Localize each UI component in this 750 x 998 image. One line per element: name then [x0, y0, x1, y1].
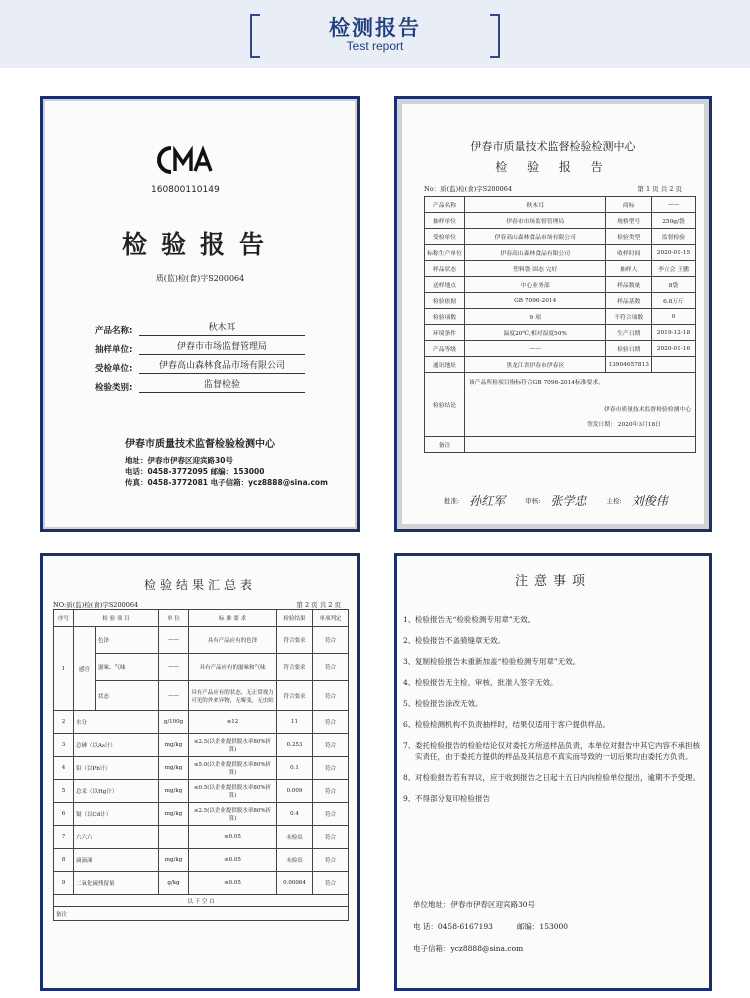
row-judgement: 符合 — [313, 734, 349, 757]
row-number: 3 — [54, 734, 74, 757]
summary-title: 检验结果汇总表 — [143, 578, 256, 592]
row-standard: ≤0.5(以企业提供脱水率80%折算) — [189, 780, 277, 803]
table-row — [425, 325, 696, 341]
cma-code: 160800110149 — [151, 185, 220, 195]
cover-field-value: 伊春高山森林食品市场有限公司 — [139, 358, 305, 374]
remark-row — [425, 437, 696, 453]
list-item-number: 7、 — [403, 741, 416, 750]
row-label: 抽样单位 — [425, 213, 465, 229]
row-label: 环境条件 — [425, 325, 465, 341]
row-unit: mg/kg — [159, 734, 189, 757]
row-unit: —— — [159, 654, 189, 681]
row-value-2: 2019-12-18 — [652, 325, 696, 341]
row-standard: 具有产品应有的滋味和气味 — [189, 654, 277, 681]
row-value-2: 监督检验 — [652, 229, 696, 245]
row-value-2: 0 — [652, 309, 696, 325]
row-label: 标称生产单位 — [425, 245, 465, 261]
cover-page-photo — [40, 96, 360, 532]
row-value-2: —— — [652, 197, 696, 213]
row-label: 样品状态 — [425, 261, 465, 277]
row-judgement: 符合 — [313, 803, 349, 826]
table-row — [425, 309, 696, 325]
row-value: 伊春高山森林食品有限公司 — [465, 245, 606, 261]
list-item-text: 检验检测机构不负责抽样时，结果仅适用于客户提供样品。 — [415, 720, 610, 729]
table-row — [54, 803, 349, 826]
row-result: 未检出 — [277, 826, 313, 849]
report-page-photo — [394, 96, 712, 532]
cover-field-label: 检验类别: — [95, 383, 133, 393]
row-item: 二氧化硫残留量 — [74, 872, 159, 895]
row-item: 总汞（以Hg计） — [74, 780, 159, 803]
row-label-2: 样品基数 — [606, 293, 652, 309]
table-row — [54, 681, 349, 711]
report-number: No：质(监)检(食)字S200064 — [424, 185, 513, 193]
row-judgement: 符合 — [313, 757, 349, 780]
row-label-2: 不符合项数 — [606, 309, 652, 325]
review-label: 审核: — [525, 497, 541, 505]
table-row — [54, 849, 349, 872]
row-item: 铅（以Pb计） — [74, 757, 159, 780]
summary-number: NO:质(监)检(食)字S200064 — [53, 601, 139, 609]
row-label-2: 抽样人 — [606, 261, 652, 277]
table-row — [425, 261, 696, 277]
row-result: 0.253 — [277, 734, 313, 757]
list-item-number: 6、 — [403, 720, 416, 729]
list-item — [403, 772, 703, 783]
row-unit — [159, 826, 189, 849]
row-unit: —— — [159, 627, 189, 654]
list-item — [403, 614, 703, 625]
notes-postcode: 邮编：153000 — [516, 922, 569, 931]
row-item: 色泽 — [96, 627, 159, 654]
table-row — [54, 780, 349, 803]
table-row — [425, 277, 696, 293]
table-row — [54, 654, 349, 681]
table-row — [425, 197, 696, 213]
row-standard: ≤2.5(以企业提供脱水率80%折算) — [189, 803, 277, 826]
row-value-2: 2020-01-16 — [652, 341, 696, 357]
row-judgement: 符合 — [313, 849, 349, 872]
cover-title: 检验报告 — [121, 230, 278, 259]
notes-phone: 电 话：0458-6167193 — [413, 922, 493, 931]
row-judgement: 符合 — [313, 627, 349, 654]
list-item-number: 2、 — [403, 636, 416, 645]
summary-table — [53, 609, 349, 921]
header-cell: 序号 — [54, 610, 74, 627]
cover-field-row — [95, 336, 305, 355]
row-result: 0.4 — [277, 803, 313, 826]
notes-paper — [397, 556, 709, 988]
header-cell: 检 验 项 目 — [74, 610, 159, 627]
row-value: 黑龙江省伊春市伊春区 — [465, 357, 606, 373]
conclusion-text: 该产品所检项目指标符合GB 7096-2014标准要求。 — [469, 380, 604, 386]
table-row — [425, 245, 696, 261]
row-value: 伊春高山森林食品市场有限公司 — [465, 229, 606, 245]
row-label: 检验项数 — [425, 309, 465, 325]
row-label-2: 生产日期 — [606, 325, 652, 341]
list-item — [403, 793, 703, 804]
test-signature: 刘俊伟 — [631, 494, 668, 508]
notes-contact — [413, 894, 568, 960]
conclusion-label: 检验结论 — [425, 373, 465, 437]
row-item: 滴滴涕 — [74, 849, 159, 872]
row-unit: —— — [159, 681, 189, 711]
row-label-2: 13904657813 — [606, 357, 652, 373]
row-item: 水分 — [74, 711, 159, 734]
page-header — [0, 0, 750, 68]
row-item: 总砷（以As计） — [74, 734, 159, 757]
page-title: 检测报告 — [329, 16, 421, 40]
notes-address: 单位地址：伊春市伊春区迎宾路30号 — [413, 900, 536, 909]
row-label-2: 检验日期 — [606, 341, 652, 357]
row-judgement: 符合 — [313, 681, 349, 711]
cover-field-row — [95, 317, 305, 336]
page-subtitle: Test report — [346, 39, 404, 53]
list-item-text: 检验报告涂改无效。 — [415, 699, 483, 708]
row-judgement: 符合 — [313, 654, 349, 681]
table-row — [54, 872, 349, 895]
row-value: 塑料袋 固态 完好 — [465, 261, 606, 277]
row-value: 温度20℃,相对湿度50% — [465, 325, 606, 341]
test-label: 主检: — [606, 497, 622, 505]
table-row — [425, 341, 696, 357]
row-judgement: 符合 — [313, 780, 349, 803]
row-value-2: 2020-01-15 — [652, 245, 696, 261]
row-standard: ≤5.0(以企业提供脱水率80%折算) — [189, 757, 277, 780]
list-item — [403, 677, 703, 688]
cover-field-value: 秋木耳 — [139, 320, 305, 336]
blank-note: 以 下 空 白 — [54, 895, 349, 907]
row-number: 6 — [54, 803, 74, 826]
list-item-number: 5、 — [403, 699, 416, 708]
row-item: 状态 — [96, 681, 159, 711]
table-row — [425, 213, 696, 229]
list-item — [403, 719, 703, 730]
cma-logo-icon — [157, 145, 219, 175]
row-value: —— — [465, 341, 606, 357]
table-row — [54, 757, 349, 780]
table-row — [54, 711, 349, 734]
signature-row — [444, 492, 694, 509]
report-title: 检 验 报 告 — [495, 160, 611, 174]
table-row — [54, 826, 349, 849]
row-label-2: 规格型号 — [606, 213, 652, 229]
remark-label: 备注 — [425, 437, 465, 453]
table-row — [425, 293, 696, 309]
list-item — [403, 635, 703, 646]
row-label: 检验依据 — [425, 293, 465, 309]
report-paper — [402, 104, 704, 524]
row-value: 9 项 — [465, 309, 606, 325]
conclusion-org: 伊春市质量技术监督检验检测中心 — [604, 407, 691, 413]
conclusion-cell — [465, 373, 696, 437]
issue-date: 签发日期： 2020年3月18日 — [586, 422, 661, 428]
review-signature: 张学忠 — [550, 494, 587, 508]
cover-field-value: 监督检验 — [139, 377, 305, 393]
row-number: 4 — [54, 757, 74, 780]
row-value-2 — [652, 357, 696, 373]
row-value: GB 7096-2014 — [465, 293, 606, 309]
row-result: 0.009 — [277, 780, 313, 803]
row-unit: mg/kg — [159, 757, 189, 780]
list-item-text: 对检验报告若有异议，应于收到报告之日起十五日内向检验单位提出，逾期不予受理。 — [415, 773, 700, 782]
cover-report-number: 质(监)检(食)字S200064 — [155, 274, 245, 283]
report-page-count: 第 1 页 共 2 页 — [637, 185, 682, 193]
notes-email: 电子信箱：ycz8888@sina.com — [413, 944, 524, 953]
row-result: 符合要求 — [277, 627, 313, 654]
conclusion-row — [425, 373, 696, 437]
approve-signature: 孙红军 — [469, 494, 506, 508]
row-value-2: 250g/袋 — [652, 213, 696, 229]
row-standard: ≤0.05 — [189, 826, 277, 849]
row-result: 0.1 — [277, 757, 313, 780]
list-item-text: 复制检验报告未重新加盖“检验检测专用章”无效。 — [415, 657, 581, 666]
row-judgement: 符合 — [313, 826, 349, 849]
row-item: 滋味、气味 — [96, 654, 159, 681]
cover-field-row — [95, 374, 305, 393]
row-number: 1 — [54, 627, 74, 711]
row-number: 9 — [54, 872, 74, 895]
row-unit: g/100g — [159, 711, 189, 734]
row-value: 秋木耳 — [465, 197, 606, 213]
list-item — [403, 656, 703, 667]
row-value-2: 8袋 — [652, 277, 696, 293]
list-item — [403, 740, 703, 762]
cover-fax: 传真：0458-3772081 电子信箱：ycz8888@sina.com — [125, 478, 328, 487]
row-label: 送样地点 — [425, 277, 465, 293]
cover-phone: 电话：0458-3772095 邮编：153000 — [125, 467, 265, 476]
row-value: 中心业务部 — [465, 277, 606, 293]
header-cell: 单 位 — [159, 610, 189, 627]
cover-contact — [125, 455, 328, 488]
row-label: 产品名称 — [425, 197, 465, 213]
row-label: 产品等级 — [425, 341, 465, 357]
list-item-number: 8、 — [403, 773, 416, 782]
row-standard: ≤0.05 — [189, 849, 277, 872]
row-result: 0.00064 — [277, 872, 313, 895]
row-item: 六六六 — [74, 826, 159, 849]
list-item-text: 检验报告不盖骑缝章无效。 — [415, 636, 505, 645]
list-item-number: 4、 — [403, 678, 416, 687]
header-cell: 单项判定 — [313, 610, 349, 627]
cover-field-value: 伊春市市场监督管理局 — [139, 339, 305, 355]
row-standard: ≤0.05 — [189, 872, 277, 895]
list-item-text: 委托检验报告的检验结论仅对委托方所送样品负责，本单位对报告中其它内容不承担核实责任，由于委托方提供的样品及其信息不真实而导致的一切后果均由委托方负责。 — [415, 741, 700, 761]
row-judgement: 符合 — [313, 711, 349, 734]
row-label-2: 收样时间 — [606, 245, 652, 261]
approve-label: 批准: — [444, 497, 460, 505]
row-value-2: 李立会 王鹏 — [652, 261, 696, 277]
remark-value — [465, 437, 696, 453]
summary-page-photo — [40, 553, 360, 991]
cover-field-row — [95, 355, 305, 374]
row-judgement: 符合 — [313, 872, 349, 895]
list-item-number: 1、 — [403, 615, 416, 624]
remark-row — [54, 907, 349, 921]
report-meta — [424, 184, 682, 193]
row-standard: 具有产品应有的状态，无正常视力可见的外来异物，无霉变，无虫蛀 — [189, 681, 277, 711]
cover-fields — [95, 317, 305, 393]
cover-organization: 伊春市质量技术监督检验检测中心 — [125, 439, 275, 450]
row-result: 11 — [277, 711, 313, 734]
list-item-text: 检验报告无主检、审核、批准人签字无效。 — [415, 678, 558, 687]
summary-meta — [53, 600, 341, 609]
table-row — [425, 229, 696, 245]
row-unit: mg/kg — [159, 780, 189, 803]
summary-page-count: 第 2 页 共 2 页 — [296, 601, 341, 609]
notes-phone-row — [413, 916, 568, 938]
list-item-text: 不得部分复印检验报告 — [415, 794, 490, 803]
row-result: 符合要求 — [277, 681, 313, 711]
row-standard: 具有产品应有的色泽 — [189, 627, 277, 654]
table-row — [54, 734, 349, 757]
row-unit: mg/kg — [159, 803, 189, 826]
cover-field-label: 抽样单位: — [95, 345, 133, 355]
header-cell: 检验结果 — [277, 610, 313, 627]
row-result: 未检出 — [277, 849, 313, 872]
row-number: 5 — [54, 780, 74, 803]
cover-address: 地址：伊春市伊春区迎宾路30号 — [125, 456, 233, 465]
summary-remark: 备注 — [54, 907, 349, 921]
row-label: 受检单位 — [425, 229, 465, 245]
cover-paper — [45, 101, 355, 527]
header-cell: 标 准 要 求 — [189, 610, 277, 627]
row-unit: mg/kg — [159, 849, 189, 872]
table-row — [425, 357, 696, 373]
row-item: 镉（以Cd计） — [74, 803, 159, 826]
list-item — [403, 698, 703, 709]
summary-paper — [43, 556, 357, 988]
cover-field-label: 产品名称: — [95, 326, 133, 336]
row-standard: ≤2.5(以企业提供脱水率80%折算) — [189, 734, 277, 757]
row-unit: g/kg — [159, 872, 189, 895]
notes-title: 注意事项 — [514, 574, 591, 589]
row-result: 符合要求 — [277, 654, 313, 681]
notes-list — [403, 614, 703, 814]
notes-page-photo — [394, 553, 712, 991]
row-label-2: 检验类型 — [606, 229, 652, 245]
row-value-2: 6.8万斤 — [652, 293, 696, 309]
row-number: 8 — [54, 849, 74, 872]
row-number: 2 — [54, 711, 74, 734]
list-item-number: 3、 — [403, 657, 416, 666]
report-organization: 伊春市质量技术监督检验检测中心 — [470, 140, 636, 153]
row-value: 伊春市市场监督管理局 — [465, 213, 606, 229]
cover-field-label: 受检单位: — [95, 364, 133, 374]
row-number: 7 — [54, 826, 74, 849]
row-standard: ≤12 — [189, 711, 277, 734]
row-label-2: 商标 — [606, 197, 652, 213]
row-label-2: 样品数量 — [606, 277, 652, 293]
report-table — [424, 196, 696, 453]
blank-row — [54, 895, 349, 907]
list-item-number: 9、 — [403, 794, 416, 803]
table-row — [54, 627, 349, 654]
list-item-text: 检验报告无“检验检测专用章”无效。 — [415, 615, 536, 624]
row-group: 感官 — [74, 627, 96, 711]
summary-header-row — [54, 610, 349, 627]
row-label: 通讯地址 — [425, 357, 465, 373]
